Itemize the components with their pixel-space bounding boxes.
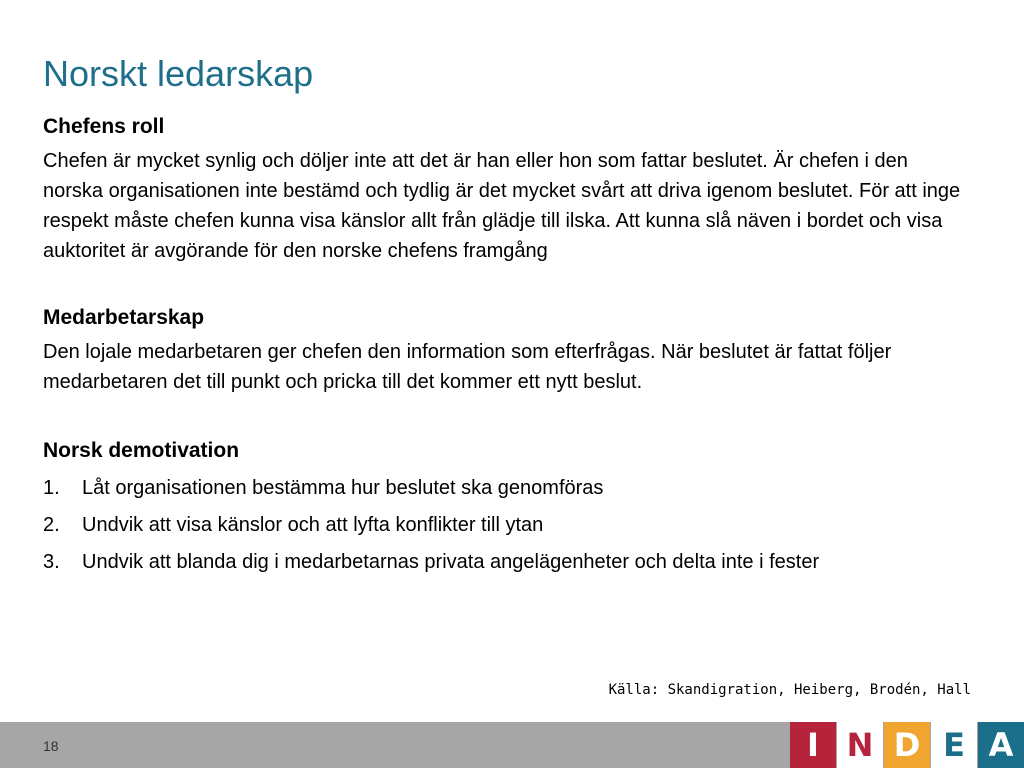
section-paragraph: Chefen är mycket synlig och döljer inte att det är han eller hon som fattar beslutet. Är chefen i den norska organisationen inte bestämd och tydlig är det mycket svårt att driva igenom beslutet. För att inge respekt måste chefen kunna visa känslor allt från glädje till ilska. Att kunna slå näven i bordet och visa auktoritet är avgörande för den norske chefens framgång — [43, 150, 961, 262]
indea-logo — [790, 722, 1024, 768]
list-item — [43, 544, 973, 581]
list-item — [43, 507, 973, 544]
list-item-text: Undvik att blanda dig i medarbetarnas privata angelägenheter och delta inte i fester — [82, 551, 820, 573]
section-heading: Chefens roll — [43, 115, 165, 138]
slide-title: Norskt ledarskap — [43, 53, 314, 94]
logo-tile-e: E — [931, 722, 977, 768]
section-heading: Norsk demotivation — [43, 439, 240, 462]
section-medarbetarskap — [43, 303, 973, 397]
spacer — [43, 397, 973, 436]
logo-tile-n: N — [837, 722, 883, 768]
section-paragraph: Den lojale medarbetaren ger chefen den information som efterfrågas. När beslutet är fattat följer medarbetaren det till punkt och pricka till det kommer ett nytt beslut. — [43, 341, 892, 393]
section-chefens-roll — [43, 112, 973, 266]
spacer — [43, 266, 973, 303]
logo-tile-d: D — [884, 722, 930, 768]
source-citation: Källa: Skandigration, Heiberg, Brodén, Hall — [608, 682, 971, 698]
numbered-list — [43, 470, 973, 581]
list-item-text: Undvik att visa känslor och att lyfta konflikter till ytan — [82, 514, 544, 536]
list-number: 3. — [43, 551, 60, 573]
list-item-text: Låt organisationen bestämma hur beslutet ska genomföras — [82, 477, 604, 499]
list-item — [43, 470, 973, 507]
logo-tile-i: I — [790, 722, 836, 768]
footer-bar — [0, 722, 1024, 768]
section-heading: Medarbetarskap — [43, 306, 205, 329]
section-norsk-demotivation — [43, 436, 973, 581]
page-number: 18 — [43, 738, 59, 754]
slide-content — [43, 112, 973, 581]
list-number: 1. — [43, 477, 60, 499]
logo-tile-a: A — [978, 722, 1024, 768]
list-number: 2. — [43, 514, 60, 536]
